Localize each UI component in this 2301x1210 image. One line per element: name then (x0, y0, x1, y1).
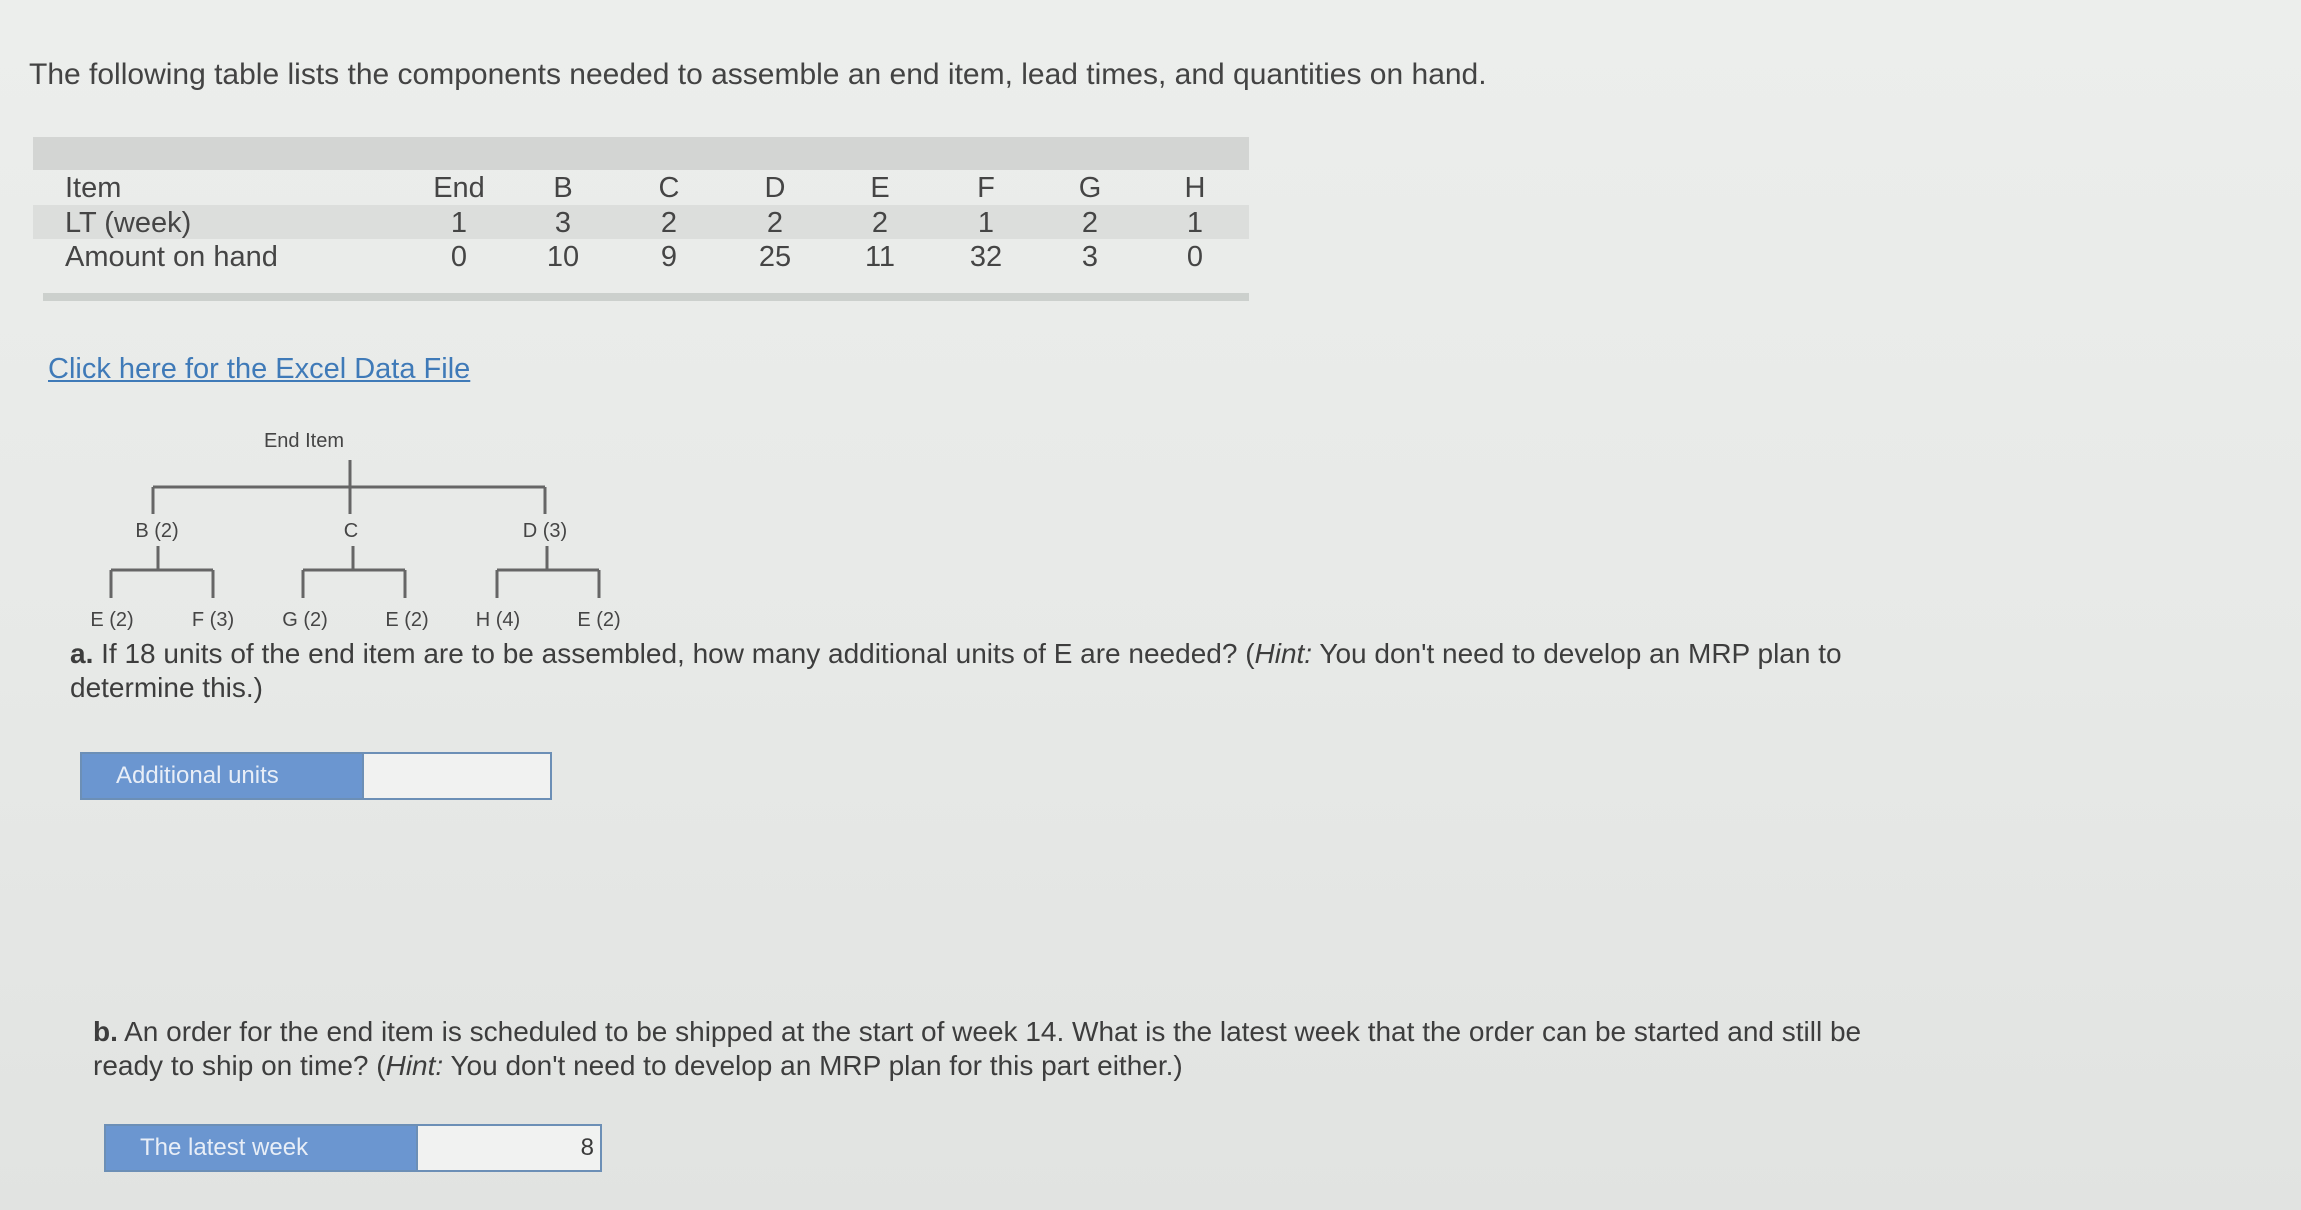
cell-item-g: G (1078, 172, 1102, 204)
tree-node-c: C (343, 520, 359, 542)
cell-lt-h: 1 (1186, 207, 1204, 239)
table-row-on-hand (33, 239, 1249, 273)
cell-onhand-h: 0 (1186, 241, 1204, 273)
question-a-hint-label: Hint: (1254, 638, 1313, 669)
cell-lt-d: 2 (766, 207, 784, 239)
cell-item-b: B (553, 172, 573, 204)
cell-lt-e: 2 (871, 207, 889, 239)
cell-onhand-e: 11 (864, 241, 896, 273)
question-a-text: If 18 units of the end item are to be assembled, how many additional units of E are needed? ( (93, 638, 1255, 669)
product-structure-tree (70, 420, 650, 635)
tree-node-g: G (2) (282, 609, 328, 631)
cell-item-f: F (977, 172, 995, 204)
row-label-item: Item (65, 172, 122, 204)
question-b-letter: b. (93, 1016, 118, 1047)
cell-lt-c: 2 (660, 207, 678, 239)
tree-root-label: End Item (263, 430, 345, 452)
answer-a-field (80, 752, 552, 800)
cell-item-d: D (764, 172, 786, 204)
cell-item-e: E (870, 172, 890, 204)
row-label-lt: LT (week) (65, 207, 192, 239)
question-a (70, 637, 1870, 705)
table-header-bar (33, 137, 1249, 170)
latest-week-input[interactable] (416, 1126, 600, 1170)
tree-node-e-under-b: E (2) (90, 609, 134, 631)
cell-item-c: C (658, 172, 680, 204)
table-row-item (33, 170, 1249, 204)
answer-b-field (104, 1124, 602, 1172)
answer-b-label: The latest week (106, 1126, 416, 1170)
cell-item-end: End (433, 172, 485, 204)
tree-node-e-under-d: E (2) (577, 609, 621, 631)
question-b (93, 1015, 1893, 1083)
problem-intro: The following table lists the components needed to assemble an end item, lead times, and quantities on hand. (29, 58, 1487, 91)
cell-onhand-f: 32 (969, 241, 1003, 273)
tree-node-h: H (4) (475, 609, 521, 631)
row-label-on-hand: Amount on hand (65, 241, 278, 273)
tree-node-e-under-c: E (2) (385, 609, 429, 631)
question-a-letter: a. (70, 638, 94, 669)
additional-units-input[interactable] (362, 754, 550, 798)
table-bottom-rule (43, 293, 1249, 301)
cell-onhand-g: 3 (1081, 241, 1099, 273)
cell-lt-end: 1 (450, 207, 468, 239)
cell-lt-g: 2 (1081, 207, 1099, 239)
cell-onhand-c: 9 (660, 241, 678, 273)
cell-onhand-end: 0 (450, 241, 468, 273)
excel-data-file-link[interactable]: Click here for the Excel Data File (48, 353, 471, 385)
cell-lt-b: 3 (554, 207, 572, 239)
question-b-hint-text: You don't need to develop an MRP plan for this part either.) (443, 1050, 1183, 1081)
cell-onhand-d: 25 (758, 241, 792, 273)
question-b-hint-label: Hint: (385, 1050, 444, 1081)
question-b-text: An order for the end item is scheduled to be shipped at the start of week 14. What is the latest week that the order can be started and still be ready to ship on time? ( (93, 1016, 1862, 1081)
cell-lt-f: 1 (977, 207, 995, 239)
cell-onhand-b: 10 (546, 241, 580, 273)
tree-node-f: F (3) (191, 609, 235, 631)
answer-a-label: Additional units (82, 754, 362, 798)
cell-item-h: H (1184, 172, 1206, 204)
tree-node-d: D (3) (522, 520, 568, 542)
table-row-lead-time (33, 205, 1249, 239)
question-a-hint-text: You don't need to develop an MRP plan to determine this.) (70, 638, 1842, 703)
components-table (33, 137, 1249, 302)
tree-node-b: B (2) (135, 520, 179, 542)
